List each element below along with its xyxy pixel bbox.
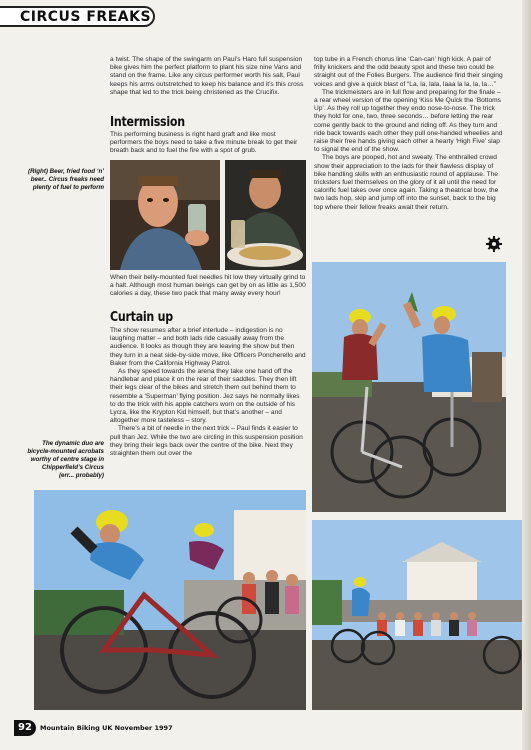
- intro-text: a twist. The shape of the swingarm on Paul’s Haro full suspension bike gives him the perfect platform to plant his size nine Vans and stand on the frame. Like any circus performer worth his salt, Paul keeps his arms outstretched to keep his balance and it’s this cross shape that led to the trick being christened as the Crucifix.: [110, 56, 304, 96]
- column-two-text-3: The boys are pooped, hot and sweaty. The enthralled crowd show their appreciation to the lads for their flawless display of bike handling skills with an enthusiastic round of applause. The tricksters fuel themselves on the glory of it all until the need for calorific fuel takes over once again. Taking a theatrical bow, the two lads hop, skip and jump off into the sunset, back to the big top where their fellow freaks await their return.: [314, 154, 499, 211]
- curtain-paragraphs: [110, 327, 306, 458]
- column-two-text-1: top tube in a French chorus line ‘Can-can’ high kick. A pair of frilly knickers and the odd beauty spot and these two could be straight out of the Folies Burgers. The audience find their singing voices and give a quick blast of “La, la, lala, laaa la la, la, la…”: [314, 56, 503, 88]
- photo-rider-eating: [225, 160, 306, 270]
- page-number: 92: [14, 720, 36, 736]
- photo-high-five: [312, 262, 506, 512]
- publication-line: Mountain Biking UK November 1997: [40, 724, 173, 732]
- column-two-text: [314, 56, 504, 212]
- curtain-up-heading: Curtain up: [110, 310, 173, 325]
- curtain-text-1: The show resumes after a brief interlude – indigestion is no laughing matter – and both lads ride casually away from the audience. It looks as though they are leaving the show but then they turn in a neat side-by-side move, like Officers Poncherello and Baker from the California Highway Patrol.: [110, 327, 306, 367]
- photo-rider-and-crowd: [312, 520, 522, 710]
- curtain-text-2: As they speed towards the arena they take one hand off the handlebar and place it on the rear of their saddles. They then lift their legs clear of the bikes and stretch them out behind them to resemble a ‘Superman’ flying position. Jez says he normally likes to do the trick with his apple catchers worn on the outside of his Lycra, like the Krypton Kid himself, but that’s another – and altogether more tasteless – story.: [110, 368, 300, 425]
- food-caption: (Right) Beer, fried food ‘n’ beer.. Circus freaks need plenty of fuel to perform: [28, 168, 104, 191]
- section-header: [0, 6, 155, 27]
- curtain-text-3: There’s a bit of needle in the next trick – Paul finds it easier to pull than Jez. While the two are circling in this suspension position they bring their legs back over the centre of the bike. Next they straighten them out over the: [110, 425, 303, 458]
- page-gutter-edge: [522, 0, 531, 750]
- fuel-paragraph: [110, 274, 306, 299]
- gear-icon: [486, 236, 502, 252]
- column-two-text-2: The trickmeisters are in full flow and preparing for the finale – a rear wheel version of the opening ‘Kiss Me Quick the ‘Bottoms Up’. As they roll up together they endo nose-to-nose. The trick they hold for one, two, three seconds… before letting the rear come gently back to the ground and riding off. As they turn and ride back towards each other they pull one-handed wheelies and raise their free hands giving each other a hearty ‘High Five’ slap to signal the end of the show.: [314, 88, 503, 154]
- section-title: CIRCUS FREAKS: [20, 9, 152, 25]
- intro-paragraph: [110, 56, 306, 97]
- intermission-heading: Intermission: [110, 115, 185, 130]
- fuel-text: When their belly-mounted fuel needles hit low they virtually grind to a halt. Although most human beings can get by on as little as 1,500 calories a day, these two pack that many away every hour!: [110, 274, 306, 298]
- intermission-text: This performing business is right hard graft and like most performers the boys need to take a five minute break to get their breath back and to fuel the fire with a spot of grub.: [110, 131, 298, 155]
- intermission-paragraph: [110, 131, 306, 156]
- photo-superman-riders: [34, 490, 306, 710]
- photo-rider-with-beer: [110, 160, 220, 270]
- acrobats-caption: The dynamic duo are bicycle-mounted acrobats worthy of centre stage in Chipperfield’s Circus (err... probably): [27, 440, 104, 479]
